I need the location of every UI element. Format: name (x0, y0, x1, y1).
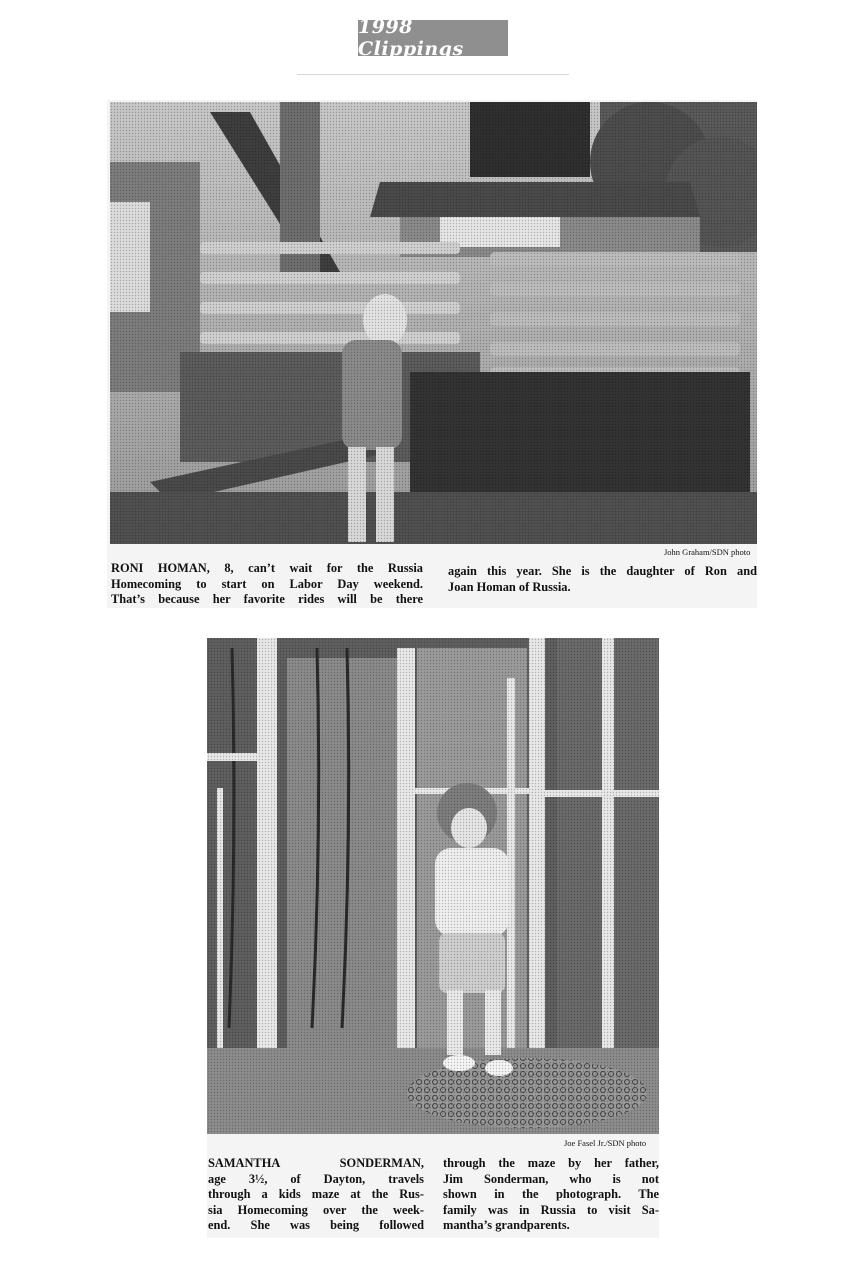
caption-line: RONI HOMAN, 8, can’t wait for the Russia (111, 561, 423, 575)
clipping-2-photo (207, 638, 659, 1134)
caption-line: age 3½, of Dayton, travels (208, 1171, 424, 1186)
clipping-1-caption-left (111, 561, 423, 608)
caption-line: end. She was being followed (208, 1218, 424, 1232)
clipping-2-caption-left (208, 1156, 424, 1234)
caption-line: through the maze by her father, (443, 1156, 659, 1170)
clipping-1-caption-right (448, 564, 757, 595)
header-title: 1998 Clippings (358, 16, 464, 60)
carnival-ride-photo (110, 102, 757, 544)
caption-line: mantha’s grandparents. (443, 1218, 570, 1232)
clipping-1 (107, 100, 757, 608)
caption-line: Joan Homan of Russia. (448, 579, 571, 594)
caption-line: shown in the photograph. The (443, 1187, 659, 1201)
clipping-2-photo-credit: Joe Fasel Jr./SDN photo (564, 1138, 647, 1148)
caption-line: through a kids maze at the Rus- (208, 1187, 424, 1201)
kids-maze-photo (207, 638, 659, 1134)
caption-line: family was in Russia to visit Sa- (443, 1202, 659, 1217)
clipping-2 (207, 638, 659, 1238)
caption-line: Jim Sonderman, who is not (443, 1171, 659, 1186)
header-divider (297, 74, 569, 75)
header-title-badge (358, 16, 508, 60)
caption-line: SAMANTHA SONDERMAN, (208, 1156, 424, 1170)
caption-line: That’s because her favorite rides will be there (111, 592, 423, 606)
clipping-1-photo (110, 102, 757, 544)
caption-line: again this year. She is the daughter of Ron and (448, 564, 757, 578)
clipping-2-caption-right (443, 1156, 659, 1234)
caption-line: Homecoming to start on Labor Day weekend. (111, 576, 423, 591)
clipping-1-photo-credit: John Graham/SDN photo (664, 547, 751, 557)
caption-line: sia Homecoming over the week- (208, 1202, 424, 1217)
